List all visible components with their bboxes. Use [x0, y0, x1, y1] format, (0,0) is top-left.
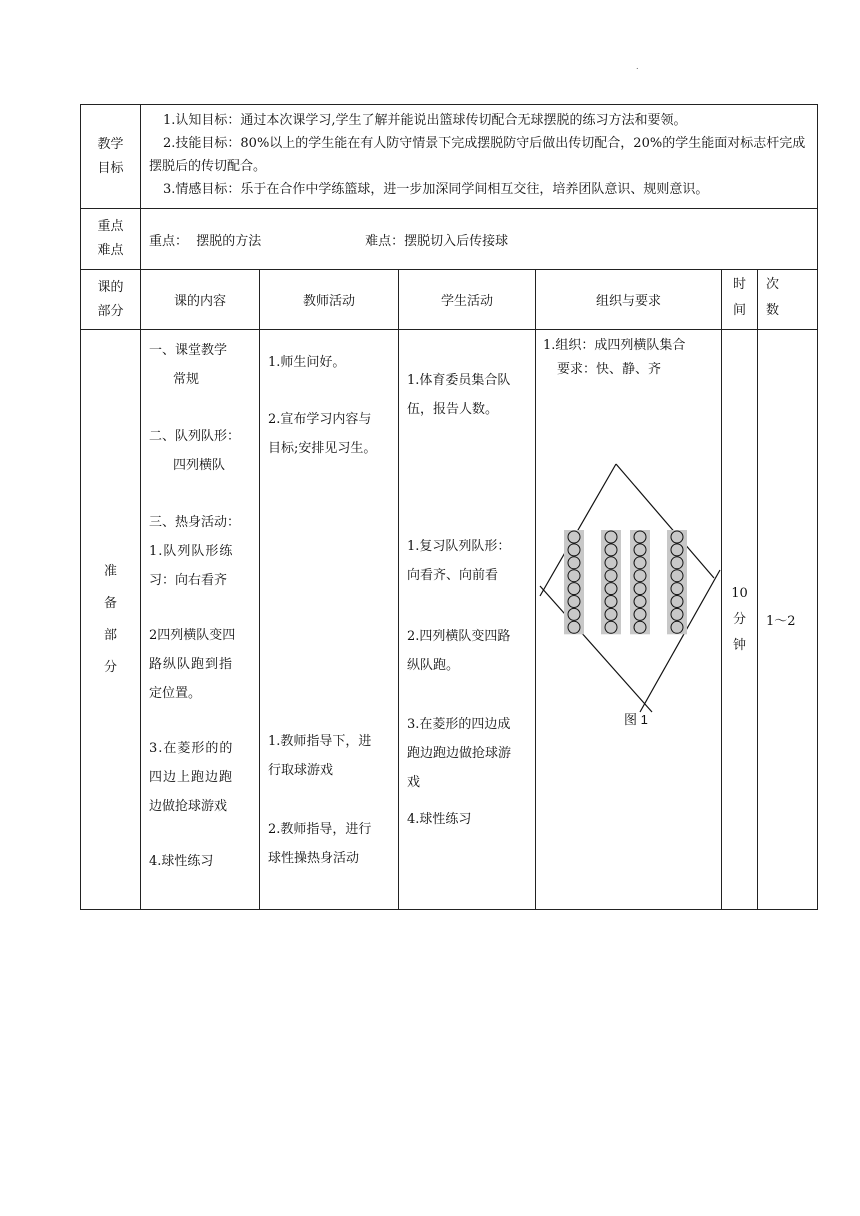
header-time	[722, 270, 758, 330]
formation-diagram	[536, 330, 722, 750]
goals-label	[81, 105, 141, 209]
prep-part-char: 部	[103, 627, 117, 643]
time-line: 分	[732, 611, 746, 627]
content-line: 常规	[173, 372, 200, 387]
student-line: 1.体育委员集合队	[407, 373, 511, 388]
student-line: 2.四列横队变四路	[407, 629, 511, 644]
prep-row	[81, 330, 818, 910]
content-line: 四列横队	[173, 458, 226, 473]
goals-label-line: 目标	[97, 160, 124, 176]
count-value: 1～2	[766, 614, 796, 629]
prep-content	[141, 330, 260, 910]
keys-row	[81, 209, 818, 270]
goal-skill: 2.技能目标：80%以上的学生能在有人防守情景下完成摆脱防守后做出传切配合，20%的学生能面对标志杆完成摆脱后的传切配合。	[149, 136, 806, 174]
content-line: 1.队列队形练	[149, 544, 234, 559]
teacher-line: 球性操热身活动	[268, 851, 360, 866]
content-line: 定位置。	[149, 686, 202, 701]
content-line: 三、热身活动：	[149, 515, 241, 530]
prep-part-char: 准	[103, 563, 117, 579]
prep-student	[399, 330, 536, 910]
content-line: 四边上跑边跑	[149, 770, 234, 785]
student-line: 纵队跑。	[407, 658, 460, 673]
prep-part	[81, 330, 141, 910]
prep-part-char: 分	[103, 659, 117, 675]
keys-label-line: 难点	[97, 243, 124, 258]
org-line: 要求：快、静、齐	[557, 362, 662, 377]
header-count-line: 数	[766, 303, 780, 318]
content-line: 习：向右看齐	[149, 573, 228, 588]
header-student: 学生活动	[399, 270, 536, 330]
teacher-line: 2.宣布学习内容与	[268, 412, 372, 427]
key-point: 重点： 摆脱的方法	[149, 233, 262, 249]
content-line: 2四列横队变四	[149, 628, 236, 643]
header-org: 组织与要求	[536, 270, 722, 330]
keys-cell	[141, 209, 818, 270]
content-line: 一、课堂教学	[149, 343, 228, 358]
goals-cell	[141, 105, 818, 209]
goals-row	[81, 105, 818, 209]
content-line: 边做抢球游戏	[149, 799, 228, 814]
content-line: 路纵队跑到指	[149, 657, 234, 672]
student-line: 3.在菱形的四边成	[407, 717, 511, 732]
student-line: 跑边跑边做抢球游	[407, 746, 512, 761]
prep-org	[536, 330, 722, 910]
goal-affective: 3.情感目标：乐于在合作中学练篮球，进一步加深同学间相互交往，培养团队意识、规则意识。	[163, 182, 709, 197]
page-mark: .	[636, 62, 639, 71]
header-part	[81, 270, 141, 330]
header-count	[758, 270, 818, 330]
header-part-line: 部分	[97, 303, 124, 319]
time-line: 10	[731, 585, 748, 601]
goals-label-line: 教学	[97, 136, 124, 152]
content-line: 3.在菱形的的	[149, 741, 234, 756]
prep-time	[722, 330, 758, 910]
header-content: 课的内容	[141, 270, 260, 330]
keys-label	[81, 209, 141, 270]
teacher-line: 1.教师指导下，进	[268, 734, 372, 749]
time-line: 钟	[732, 637, 746, 653]
student-line: 戏	[407, 775, 421, 790]
goal-cognitive: 1.认知目标：通过本次课学习,学生了解并能说出篮球传切配合无球摆脱的练习方法和要领。	[163, 113, 687, 128]
content-line: 二、队列队形：	[149, 429, 241, 444]
teacher-line: 1.师生问好。	[268, 355, 346, 370]
header-count-line: 次	[766, 277, 780, 292]
student-line: 4.球性练习	[407, 812, 472, 827]
teacher-line: 2.教师指导，进行	[268, 822, 372, 837]
org-line: 1.组织：成四列横队集合	[543, 338, 686, 353]
teacher-line: 目标;安排见习生。	[268, 441, 377, 456]
prep-part-char: 备	[103, 595, 117, 611]
header-time-line: 间	[732, 303, 746, 318]
student-line: 伍，报告人数。	[407, 402, 499, 417]
header-time-line: 时	[732, 277, 746, 292]
teacher-line: 行取球游戏	[268, 763, 334, 778]
prep-count	[758, 330, 818, 910]
lesson-plan-table	[80, 104, 818, 910]
prep-teacher	[260, 330, 399, 910]
student-line: 1.复习队列队形：	[407, 539, 511, 554]
header-part-line: 课的	[97, 279, 124, 295]
header-row	[81, 270, 818, 330]
content-line: 4.球性练习	[149, 854, 214, 869]
figure-label: 图 1	[624, 712, 648, 727]
student-line: 向看齐、向前看	[407, 568, 499, 583]
difficulty: 难点：摆脱切入后传接球	[365, 233, 509, 249]
header-teacher: 教师活动	[260, 270, 399, 330]
keys-label-line: 重点	[97, 219, 124, 234]
